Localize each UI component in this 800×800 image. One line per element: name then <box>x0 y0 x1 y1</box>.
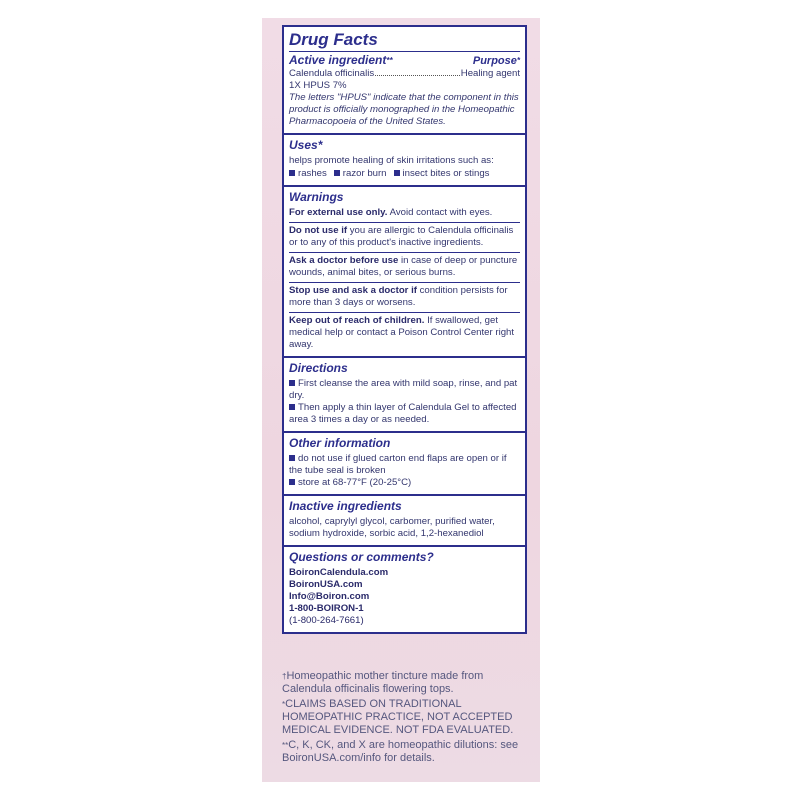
footnote-mark: ** <box>282 741 289 750</box>
bullet-square-icon <box>289 479 295 485</box>
website-link-calendula[interactable]: BoironCalendula.com <box>289 567 389 578</box>
warning-text: If swallowed, get medical help or contact a Poison Control Center right away. <box>289 315 515 350</box>
email-link[interactable]: Info@Boiron.com <box>289 591 370 602</box>
warning-item <box>289 312 520 351</box>
other-item-text: do not use if glued carton end flaps are open or if the tube seal is broken <box>289 453 507 476</box>
uses-item-text: razor burn <box>342 168 387 179</box>
uses-section <box>284 133 525 185</box>
directions-section <box>284 356 525 431</box>
warning-item <box>289 207 520 219</box>
purpose-heading-mark: * <box>516 56 520 65</box>
direction-item <box>289 402 520 426</box>
direction-item <box>289 378 520 402</box>
warning-lead: Do not use if <box>289 225 348 236</box>
warning-lead: Ask a doctor before use <box>289 255 399 266</box>
bullet-square-icon <box>334 170 340 176</box>
questions-section <box>284 545 525 632</box>
other-item <box>289 477 520 489</box>
other-item <box>289 453 520 477</box>
uses-item <box>289 168 327 180</box>
other-information-heading: Other information <box>289 436 391 450</box>
ingredient-row <box>289 68 520 80</box>
warning-text: you are allergic to Calendula officinalis or to any of this product's inactive ingredients. <box>289 225 514 248</box>
footnote-text: Homeopathic mother tincture made from Calendula officinalis flowering tops. <box>282 670 484 695</box>
bullet-square-icon <box>394 170 400 176</box>
warning-text: Avoid contact with eyes. <box>387 207 493 218</box>
direction-text: First cleanse the area with mild soap, rinse, and pat dry. <box>289 378 518 401</box>
bullet-square-icon <box>289 404 295 410</box>
active-heading-text: Active ingredient <box>289 53 387 67</box>
hpus-note: The letters "HPUS" indicate that the component in this product is officially monographed in the Homeopathic Pharmacopoeia of the United States. <box>289 92 519 127</box>
questions-heading: Questions or comments? <box>289 550 434 564</box>
footnotes <box>282 670 532 765</box>
purpose-heading <box>473 55 520 67</box>
warning-item <box>289 222 520 249</box>
active-heading-row <box>289 51 520 68</box>
ingredient-purpose: Healing agent <box>460 68 520 79</box>
warnings-section <box>284 185 525 356</box>
phone-number[interactable]: 1-800-BOIRON-1 <box>289 603 364 614</box>
phone-number-numeric: (1-800-264-7661) <box>289 615 364 626</box>
other-information-section <box>284 431 525 494</box>
package-panel <box>262 18 540 782</box>
uses-item <box>394 168 490 180</box>
footnote-text: C, K, CK, and X are homeopathic dilutions: see BoironUSA.com/info for details. <box>282 739 519 764</box>
website-link-boiron[interactable]: BoironUSA.com <box>289 579 363 590</box>
bullet-square-icon <box>289 170 295 176</box>
footnote-mark: † <box>282 672 287 681</box>
inactive-ingredients-text: alcohol, caprylyl glycol, carbomer, purified water, sodium hydroxide, sorbic acid, 1,2-hexanediol <box>289 516 495 539</box>
active-ingredient-section <box>284 27 525 133</box>
warning-item <box>289 282 520 309</box>
warning-lead: Stop use and ask a doctor if <box>289 285 417 296</box>
warning-text: condition persists for more than 3 days or worsens. <box>289 285 508 308</box>
footnote-tincture <box>282 670 532 696</box>
uses-list <box>289 168 520 180</box>
uses-item <box>334 168 387 180</box>
warnings-heading: Warnings <box>289 190 344 204</box>
footnote-mark: * <box>282 700 286 709</box>
active-heading <box>289 53 393 68</box>
uses-intro: helps promote healing of skin irritations such as: <box>289 155 494 166</box>
purpose-heading-text: Purpose <box>472 55 517 67</box>
directions-heading: Directions <box>289 361 348 375</box>
leader-dots <box>375 75 460 76</box>
ingredient-potency: 1X HPUS 7% <box>289 80 347 91</box>
bullet-square-icon <box>289 455 295 461</box>
uses-item-text: rashes <box>298 168 327 179</box>
uses-item-text: insect bites or stings <box>402 168 490 179</box>
warning-item <box>289 252 520 279</box>
ingredient-name: Calendula officinalis <box>289 68 375 79</box>
warning-lead: For external use only. <box>289 207 388 218</box>
warning-text: in case of deep or puncture wounds, animal bites, or serious burns. <box>289 255 518 278</box>
uses-heading: Uses* <box>289 138 323 152</box>
warning-lead: Keep out of reach of children. <box>289 315 425 326</box>
footnote-text: CLAIMS BASED ON TRADITIONAL HOMEOPATHIC PRACTICE, NOT ACCEPTED MEDICAL EVIDENCE. NOT FDA EVALUATED. <box>282 698 514 736</box>
other-item-text: store at 68-77°F (20-25°C) <box>298 477 412 488</box>
bullet-square-icon <box>289 380 295 386</box>
direction-text: Then apply a thin layer of Calendula Gel to affected area 3 times a day or as needed. <box>289 402 517 425</box>
inactive-ingredients-heading: Inactive ingredients <box>289 499 402 513</box>
active-heading-mark: ** <box>386 56 393 65</box>
drug-facts-box <box>282 25 527 634</box>
drug-facts-title: Drug Facts <box>289 30 378 49</box>
footnote-dilutions <box>282 739 532 765</box>
footnote-claims <box>282 698 532 737</box>
inactive-ingredients-section <box>284 494 525 545</box>
